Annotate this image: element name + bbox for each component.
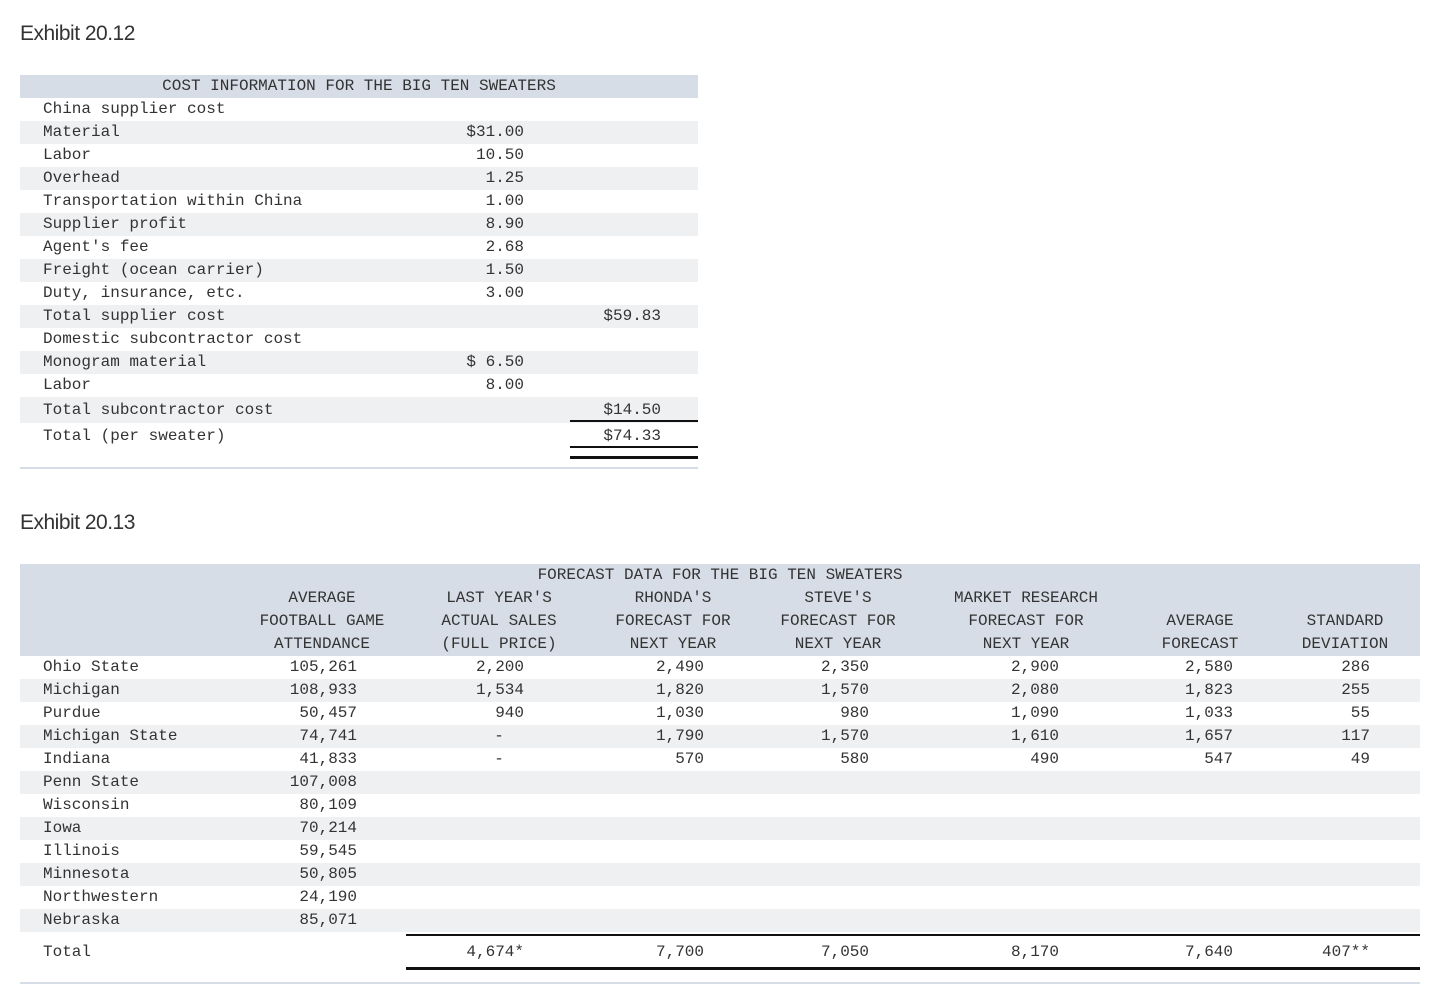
cost-item-amount: $31.00 (466, 123, 524, 141)
cost-item-label: Transportation within China (43, 192, 303, 210)
forecast-table-row (20, 725, 1420, 748)
cost-table-row (20, 282, 698, 305)
cell-avg: 1,823 (1184, 681, 1233, 699)
cost-item-amount: 8.90 (485, 215, 524, 233)
cost-subtotal-amount: $14.50 (603, 401, 661, 419)
forecast-table-row (20, 702, 1420, 725)
cell-rhonda: 2,490 (655, 658, 704, 676)
cell-steve: 1,570 (820, 681, 869, 699)
cost-item-amount: 1.25 (485, 169, 524, 187)
cell-market: 1,090 (1010, 704, 1059, 722)
cost-table-row (20, 213, 698, 236)
forecast-data-table (20, 564, 1420, 969)
school-name: Nebraska (43, 911, 120, 929)
header-market-research: FORECAST FOR (968, 612, 1084, 630)
cost-item-label: Labor (43, 376, 92, 394)
cost-item-amount: $ 6.50 (466, 353, 524, 371)
cell-std: 49 (1350, 750, 1370, 768)
school-name: Illinois (43, 842, 120, 860)
cell-last: - (494, 750, 504, 768)
cost-information-table (20, 75, 698, 449)
cost-table-row (20, 98, 698, 121)
header-standard-deviation: STANDARD (1306, 612, 1384, 630)
total-top-rule (406, 934, 1420, 936)
school-name: Michigan State (43, 727, 178, 745)
exhibit-20-13-title: Exhibit 20.13 (20, 511, 135, 534)
cost-item-amount: 8.00 (485, 376, 524, 394)
cost-item-label: Monogram material (43, 353, 207, 371)
cost-subtotal-amount: $74.33 (603, 427, 661, 445)
cell-rhonda: 1,790 (655, 727, 704, 745)
cost-table-row (20, 374, 698, 397)
cell-attendance: 50,805 (299, 865, 357, 883)
cost-item-amount: 3.00 (485, 284, 524, 302)
cost-item-label: Supplier profit (43, 215, 188, 233)
cell-std: 55 (1350, 704, 1370, 722)
table-base-line (20, 467, 698, 469)
cell-market: 2,080 (1010, 681, 1059, 699)
cost-table-row (20, 121, 698, 144)
header-last-year-sales: (FULL PRICE) (441, 635, 557, 653)
cell-last: 1,534 (475, 681, 524, 699)
cell-steve: 580 (840, 750, 869, 768)
cell-steve: 1,570 (820, 727, 869, 745)
cost-table-row (20, 167, 698, 190)
total-label: Total (43, 943, 92, 961)
subtotal-rule (570, 446, 698, 448)
cell-market: 1,610 (1010, 727, 1059, 745)
cell-rhonda: 570 (675, 750, 704, 768)
header-steve-forecast: STEVE'S (804, 589, 872, 607)
forecast-table-row (20, 679, 1420, 702)
total-avg: 7,640 (1184, 943, 1233, 961)
header-last-year-sales: ACTUAL SALES (441, 612, 557, 630)
cell-attendance: 108,933 (289, 681, 357, 699)
forecast-table-title: FORECAST DATA FOR THE BIG TEN SWEATERS (537, 566, 903, 584)
cost-subtotal-amount: $59.83 (603, 307, 661, 325)
cell-rhonda: 1,030 (655, 704, 704, 722)
cell-last: 940 (495, 704, 524, 722)
header-standard-deviation: DEVIATION (1301, 635, 1389, 653)
forecast-table-header (20, 564, 1420, 656)
header-rhonda-forecast: FORECAST FOR (615, 612, 731, 630)
forecast-table-row (20, 771, 1420, 794)
cell-attendance: 59,545 (299, 842, 357, 860)
cost-item-label: Agent's fee (43, 238, 149, 256)
total-market: 8,170 (1010, 943, 1059, 961)
cost-table-row (20, 259, 698, 282)
cost-table-row (20, 351, 698, 374)
forecast-table-row (20, 794, 1420, 817)
cost-item-label: Labor (43, 146, 92, 164)
cell-market: 490 (1030, 750, 1059, 768)
school-name: Penn State (43, 773, 140, 791)
grand-total-rule (570, 456, 698, 459)
cost-item-amount: 1.00 (485, 192, 524, 210)
cell-std: 286 (1341, 658, 1370, 676)
cell-attendance: 50,457 (299, 704, 357, 722)
header-attendance: ATTENDANCE (273, 635, 370, 653)
forecast-table-row (20, 840, 1420, 863)
total-bottom-rule (406, 967, 1420, 970)
school-name: Wisconsin (43, 796, 130, 814)
cell-attendance: 41,833 (299, 750, 357, 768)
cell-attendance: 80,109 (299, 796, 357, 814)
cost-table-row (20, 305, 698, 328)
header-rhonda-forecast: RHONDA'S (634, 589, 712, 607)
school-name: Indiana (43, 750, 111, 768)
cell-attendance: 105,261 (289, 658, 357, 676)
cost-item-amount: 2.68 (485, 238, 524, 256)
cost-item-amount: 1.50 (485, 261, 524, 279)
cost-item-label: Material (43, 123, 120, 141)
cost-table-title: COST INFORMATION FOR THE BIG TEN SWEATERS (20, 75, 698, 98)
header-steve-forecast: NEXT YEAR (794, 635, 882, 653)
cost-item-label: Domestic subcontractor cost (43, 330, 303, 348)
header-market-research: NEXT YEAR (982, 635, 1070, 653)
exhibit-20-12-title: Exhibit 20.12 (20, 22, 135, 45)
cell-avg: 1,033 (1184, 704, 1233, 722)
cost-item-label: Freight (ocean carrier) (43, 261, 264, 279)
cost-table-row (20, 144, 698, 167)
subtotal-rule (570, 420, 698, 422)
header-steve-forecast: FORECAST FOR (780, 612, 896, 630)
cost-item-label: China supplier cost (43, 100, 226, 118)
forecast-table-row (20, 748, 1420, 771)
header-market-research: MARKET RESEARCH (953, 589, 1099, 607)
cell-attendance: 85,071 (299, 911, 357, 929)
cell-market: 2,900 (1010, 658, 1059, 676)
cell-attendance: 70,214 (299, 819, 357, 837)
header-last-year-sales: LAST YEAR'S (446, 589, 552, 607)
forecast-table-row (20, 886, 1420, 909)
total-last: 4,674* (466, 943, 524, 961)
header-attendance: FOOTBALL GAME (259, 612, 385, 630)
cell-avg: 2,580 (1184, 658, 1233, 676)
header-rhonda-forecast: NEXT YEAR (629, 635, 717, 653)
school-name: Iowa (43, 819, 82, 837)
forecast-table-row (20, 863, 1420, 886)
cell-std: 255 (1341, 681, 1370, 699)
forecast-table-row (20, 656, 1420, 679)
cell-avg: 547 (1204, 750, 1233, 768)
forecast-total-row (20, 935, 1420, 969)
cell-steve: 2,350 (820, 658, 869, 676)
cell-avg: 1,657 (1184, 727, 1233, 745)
cell-std: 117 (1341, 727, 1370, 745)
forecast-table-row (20, 909, 1420, 932)
cost-table-body (20, 98, 698, 449)
forecast-table-row (20, 817, 1420, 840)
cost-item-label: Total (per sweater) (43, 427, 226, 445)
cost-item-amount: 10.50 (475, 146, 524, 164)
cost-table-row (20, 190, 698, 213)
cost-item-label: Overhead (43, 169, 120, 187)
school-name: Purdue (43, 704, 101, 722)
cell-attendance: 107,008 (289, 773, 357, 791)
header-average-forecast: AVERAGE (1166, 612, 1234, 630)
cell-attendance: 74,741 (299, 727, 357, 745)
cost-item-label: Duty, insurance, etc. (43, 284, 245, 302)
school-name: Michigan (43, 681, 120, 699)
cell-attendance: 24,190 (299, 888, 357, 906)
cost-item-label: Total subcontractor cost (43, 401, 274, 419)
cost-item-label: Total supplier cost (43, 307, 226, 325)
header-attendance: AVERAGE (288, 589, 356, 607)
header-average-forecast: FORECAST (1161, 635, 1239, 653)
cell-steve: 980 (840, 704, 869, 722)
cost-table-row (20, 328, 698, 351)
cell-last: 2,200 (475, 658, 524, 676)
cell-rhonda: 1,820 (655, 681, 704, 699)
total-std: 407** (1321, 943, 1370, 961)
school-name: Minnesota (43, 865, 130, 883)
total-rhonda: 7,700 (655, 943, 704, 961)
cost-table-row (20, 236, 698, 259)
table-base-line (20, 982, 1420, 984)
school-name: Ohio State (43, 658, 140, 676)
cell-last: - (494, 727, 504, 745)
forecast-table-body (20, 656, 1420, 969)
school-name: Northwestern (43, 888, 159, 906)
total-steve: 7,050 (820, 943, 869, 961)
